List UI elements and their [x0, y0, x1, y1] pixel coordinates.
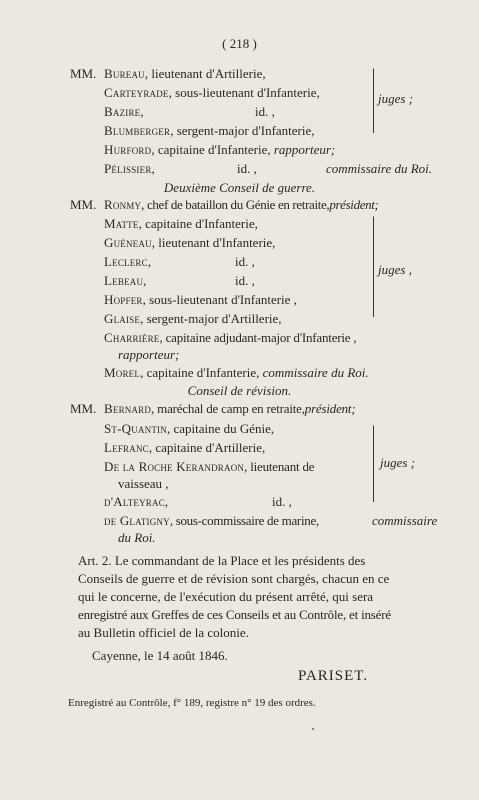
article-line: Art. 2. Le commandant de la Place et les présidents des: [78, 553, 366, 568]
member-title: , lieutenant de: [244, 459, 315, 474]
brace-2: [365, 216, 374, 317]
member-title: , capitaine d'Infanterie,: [151, 142, 274, 157]
member-line: [104, 66, 266, 82]
member-line: [104, 440, 265, 456]
member-title: , sous-lieutenant d'Infanterie,: [168, 85, 320, 100]
article-line: enregistré aux Greffes de ces Conseils et au Contrôle, et inséré: [78, 607, 391, 622]
member-line: [104, 216, 258, 232]
idem-text: id. ,: [235, 273, 255, 288]
idem-text: id. ,: [255, 104, 275, 119]
member-line: [104, 459, 314, 475]
article-line: qui le concerne, de l'exécution du présent arrêté, qui sera: [78, 589, 374, 604]
member-name: Ronmy: [104, 197, 142, 212]
juges-label-1: juges ;: [378, 91, 414, 106]
member-line: [104, 421, 274, 437]
member-name: St-Quantin: [104, 421, 167, 436]
president-line: [104, 197, 379, 213]
member-line: [104, 273, 146, 289]
member-line: [104, 235, 275, 251]
rapporteur-line: [104, 330, 356, 346]
brace-3: [365, 425, 374, 502]
member-name: de Glatigny: [104, 513, 170, 528]
brace-1: [365, 68, 374, 133]
member-title: , chef de bataillon du Génie en retraite,: [141, 197, 330, 212]
article-line: au Bulletin officiel de la colonie.: [78, 625, 249, 640]
member-name: De la Roche Kerandraon: [104, 459, 245, 474]
member-title: ,: [143, 273, 147, 288]
member-name: Charrière: [104, 330, 160, 345]
member-name: Guéneau: [104, 235, 152, 250]
president-line: [104, 401, 355, 417]
role-text: rapporteur;: [273, 142, 336, 157]
member-title: , capitaine adjudant-major d'Infanterie ,: [159, 330, 357, 345]
paper-speck: [312, 728, 314, 730]
member-title: , maréchal de camp en retraite,: [151, 401, 305, 416]
commissaire-line: [104, 513, 319, 529]
role-text: commissaire du Roi.: [262, 365, 369, 380]
member-title: , lieutenant d'Artillerie,: [144, 66, 266, 81]
member-name: Pélissier: [104, 161, 152, 176]
member-line: [104, 292, 297, 308]
member-title: , sergent-major d'Infanterie,: [170, 123, 315, 138]
rapporteur-line: [104, 142, 335, 158]
member-name: Bureau: [104, 66, 145, 81]
member-line: [104, 85, 320, 101]
member-title: , capitaine d'Infanterie,: [140, 365, 263, 380]
member-title: , capitaine du Génie,: [166, 421, 275, 436]
member-title: , sous-lieutenant d'Infanterie ,: [142, 292, 297, 307]
section-title-3: Conseil de révision.: [187, 383, 292, 398]
member-line: [104, 104, 144, 120]
role-text: rapporteur;: [118, 347, 180, 362]
member-name: Lebeau: [104, 273, 144, 288]
mm-label-1: MM.: [70, 66, 97, 81]
member-title: , capitaine d'Infanterie,: [138, 216, 258, 231]
member-title: , sous-commissaire de marine,: [169, 513, 319, 528]
member-name: Bazire: [104, 104, 141, 119]
member-name: Hopfer: [104, 292, 143, 307]
member-line: [104, 494, 168, 510]
member-title: ,: [140, 104, 144, 119]
idem-text: id. ,: [237, 161, 257, 176]
member-title: , capitaine d'Artillerie,: [148, 440, 266, 455]
member-title-cont: vaisseau ,: [118, 476, 169, 491]
mm-label-3: MM.: [70, 401, 97, 416]
member-name: Hurford: [104, 142, 152, 157]
member-line: [104, 123, 315, 139]
member-name: Carteyrade: [104, 85, 169, 100]
member-name: Blumberger: [104, 123, 171, 138]
member-line: [104, 311, 282, 327]
idem-text: id. ,: [235, 254, 255, 269]
member-title: , lieutenant d'Infanterie,: [151, 235, 276, 250]
member-name: Glaise: [104, 311, 141, 326]
commissaire-line: [104, 365, 369, 381]
member-name: d'Alteyrac: [104, 494, 165, 509]
member-name: Lefranc: [104, 440, 149, 455]
member-title: , sergent-major d'Artillerie,: [140, 311, 282, 326]
member-title: ,: [147, 254, 152, 269]
role-text: commissaire: [372, 513, 438, 528]
signature: PARISET.: [298, 668, 369, 684]
section-title-2: Deuxième Conseil de guerre.: [163, 180, 316, 195]
juges-label-2: juges ,: [378, 262, 412, 277]
member-name: Leclerc: [104, 254, 148, 269]
idem-text: id. ,: [272, 494, 292, 509]
date-line: Cayenne, le 14 août 1846.: [92, 648, 228, 663]
member-title: ,: [151, 161, 155, 176]
commissaire-line: [104, 161, 155, 177]
member-line: [104, 254, 151, 270]
juges-label-3: juges ;: [380, 455, 416, 470]
role-text-cont: du Roi.: [118, 530, 156, 545]
mm-label-2: MM.: [70, 197, 97, 212]
role-text: président;: [329, 197, 379, 212]
page-number: ( 218 ): [222, 36, 257, 51]
member-name: Matte: [104, 216, 139, 231]
member-title: ,: [164, 494, 169, 509]
role-text: commissaire du Roi.: [326, 161, 433, 176]
role-text: président;: [304, 401, 356, 416]
member-name: Morel: [104, 365, 141, 380]
member-name: Bernard: [104, 401, 152, 416]
article-line: Conseils de guerre et de révision sont chargés, chacun en ce: [78, 571, 390, 586]
registration-note: Enregistré au Contrôle, f° 189, registre n° 19 des ordres.: [68, 697, 316, 709]
